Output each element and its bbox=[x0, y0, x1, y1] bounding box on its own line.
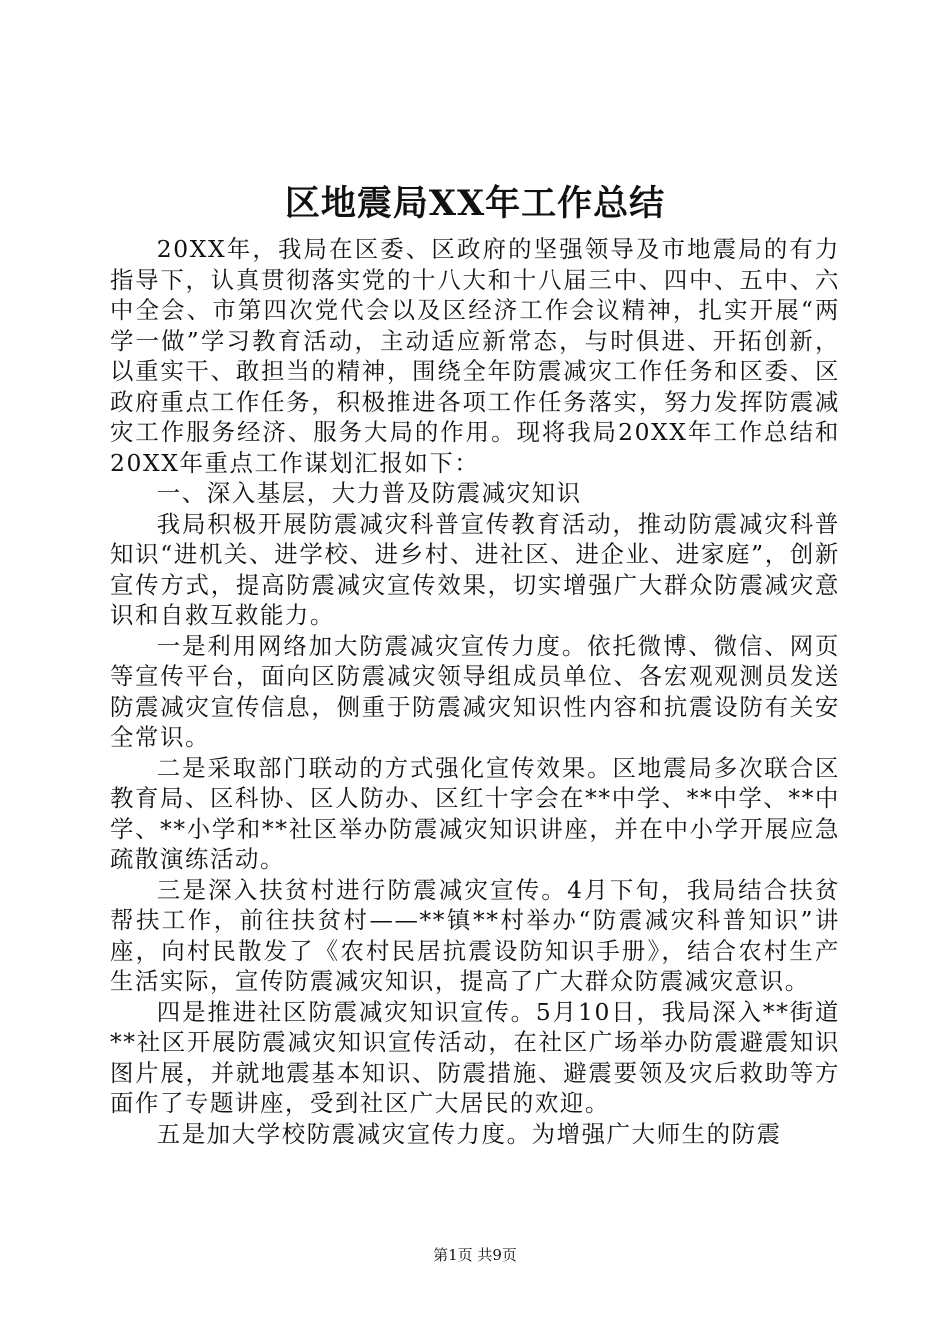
paragraph-item-4: 四是推进社区防震减灾知识宣传。5月10日，我局深入**街道**社区开展防震减灾知识宣传活动，在社区广场举办防震避震知识图片展，并就地震基本知识、防震措施、避震要领及灾后救助等方面作了专题讲座，受到社区广大居民的欢迎。 bbox=[110, 997, 840, 1117]
page-number-footer: 第1页 共9页 bbox=[433, 1246, 517, 1264]
document-title: 区地震局XX年工作总结 bbox=[284, 183, 666, 224]
paragraph-intro: 20XX年，我局在区委、区政府的坚强领导及市地震局的有力指导下，认真贯彻落实党的十八大和十八届三中、四中、五中、六中全会、市第四次党代会以及区经济工作会议精神，扎实开展“两学一做”学习教育活动，主动适应新常态，与时俱进、开拓创新，以重实干、敢担当的精神，围绕全年防震减灾工作任务和区委、区政府重点工作任务，积极推进各项工作任务落实，努力发挥防震减灾工作服务经济、服务大局的作用。现将我局20XX年工作总结和20XX年重点工作谋划汇报如下： bbox=[110, 235, 840, 477]
paragraph-item-2: 二是采取部门联动的方式强化宣传效果。区地震局多次联合区教育局、区科协、区人防办、区红十字会在**中学、**中学、**中学、**小学和**社区举办防震减灾知识讲座，并在中小学开展应急疏散演练活动。 bbox=[110, 753, 840, 873]
paragraph-item-3: 三是深入扶贫村进行防震减灾宣传。4月下旬，我局结合扶贫帮扶工作，前往扶贫村——**镇**村举办“防震减灾科普知识”讲座，向村民散发了《农村民居抗震设防知识手册》，结合农村生产生活实际，宣传防震减灾知识，提高了广大群众防震减灾意识。 bbox=[110, 875, 840, 995]
document-body bbox=[110, 234, 840, 1149]
paragraph-item-1: 一是利用网络加大防震减灾宣传力度。依托微博、微信、网页等宣传平台，面向区防震减灾领导组成员单位、各宏观观测员发送防震减灾宣传信息，侧重于防震减灾知识性内容和抗震设防有关安全常识。 bbox=[110, 631, 840, 751]
section-heading-1: 一、深入基层，大力普及防震减灾知识 bbox=[156, 479, 582, 507]
paragraph-item-5: 五是加大学校防震减灾宣传力度。为增强广大师生的防震 bbox=[156, 1119, 782, 1148]
paragraph-section-1-intro: 我局积极开展防震减灾科普宣传教育活动，推动防震减灾科普知识“进机关、进学校、进乡村、进社区、进企业、进家庭”，创新宣传方式，提高防震减灾宣传效果，切实增强广大群众防震减灾意识和自救互救能力。 bbox=[110, 509, 840, 629]
